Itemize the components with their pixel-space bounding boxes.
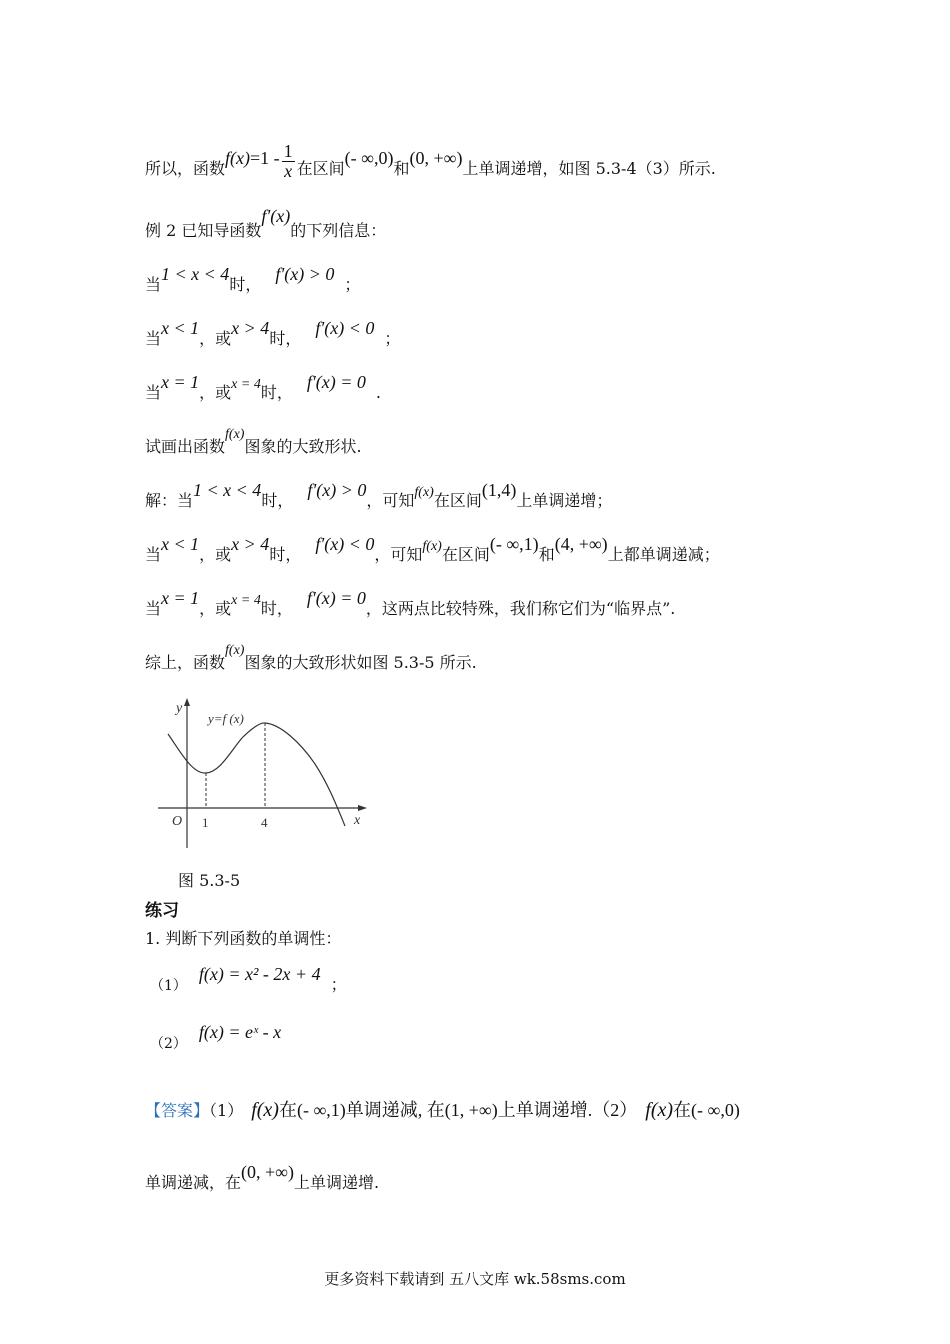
text: 时，	[260, 383, 293, 402]
text: 当	[145, 329, 162, 348]
practice-part-1	[150, 964, 347, 995]
text: .	[375, 383, 382, 402]
text: 时，	[269, 329, 302, 348]
text: 当	[145, 383, 162, 402]
curve-label: y=f (x)	[208, 711, 244, 726]
text: 综上，函数	[145, 653, 226, 672]
math: x = 4	[231, 377, 261, 392]
math: x > 4	[231, 534, 270, 554]
math: f′(x) > 0	[275, 264, 335, 284]
conclusion-line	[145, 141, 716, 189]
math-fx: f(x)	[225, 643, 245, 658]
task-line	[145, 427, 362, 457]
text: 时，	[269, 545, 302, 564]
math-fx: f(x)	[225, 427, 245, 442]
text: 和	[393, 158, 410, 178]
interval: (- ∞,0)	[344, 147, 394, 168]
origin-label: O	[172, 814, 183, 829]
text: 单调递减，在	[145, 1173, 242, 1192]
text: 在区间	[441, 545, 490, 564]
text: 在(- ∞,1)单调递减, 在(1, +∞)上单调递增.（2）	[278, 1100, 638, 1120]
text: 试画出函数	[145, 437, 226, 456]
solution-line-1	[145, 480, 613, 511]
text: ；	[384, 329, 401, 348]
text: 图象的大致形状.	[244, 437, 362, 456]
interval: (- ∞,1)	[489, 534, 539, 554]
math: f′(x) < 0	[315, 534, 375, 554]
math: x = 1	[161, 588, 200, 608]
math-eq: =1 -	[250, 147, 280, 168]
practice-part-2	[150, 1022, 282, 1053]
text: 在(- ∞,0)	[673, 1100, 740, 1120]
fraction	[282, 142, 295, 181]
math: f′(x) = 0	[306, 372, 366, 392]
interval: (0, +∞)	[409, 147, 463, 168]
practice-heading: 练习	[145, 901, 179, 921]
text: ，或	[199, 329, 232, 348]
practice-question-1: 1. 判断下列函数的单调性：	[145, 929, 342, 948]
math: f′(x) > 0	[307, 480, 367, 500]
text: ，或	[199, 545, 232, 564]
text: 在区间	[433, 491, 482, 510]
math-fx: f(x)	[225, 147, 250, 168]
text: 的下列信息：	[290, 221, 387, 240]
text: （1）	[209, 1101, 244, 1120]
text: 当	[145, 275, 162, 294]
condition-2	[145, 318, 401, 349]
page-footer: 更多资料下载请到 五八文库 wk.58sms.com	[324, 1270, 626, 1288]
text: 所以，函数	[145, 158, 226, 178]
math-fx: f(x)	[422, 539, 442, 554]
y-axis-label: y	[176, 701, 183, 716]
text: 在区间	[296, 158, 345, 178]
math-expression: f(x) = eˣ - x	[198, 1022, 282, 1042]
y-axis-arrow	[184, 698, 190, 706]
part-number: （2）	[150, 1036, 187, 1052]
x-axis-label: x	[354, 813, 361, 828]
text: 上单调递增，如图 5.3-4（3）所示.	[462, 158, 716, 178]
text: ，这两点比较特殊，我们称它们为“临界点”.	[365, 599, 676, 618]
part-number: （1）	[150, 978, 187, 994]
text: ，可知	[374, 545, 423, 564]
math-fprime: f′(x)	[261, 206, 291, 226]
math: f′(x) = 0	[306, 588, 366, 608]
math-fx: f(x)	[251, 1099, 279, 1121]
function-curve	[168, 723, 345, 826]
math: x > 4	[231, 318, 270, 338]
text: 例 2 已知导函数	[145, 221, 262, 240]
example2-title	[145, 206, 387, 241]
math: x = 1	[161, 372, 200, 392]
answer-line-2	[145, 1162, 380, 1193]
text: 时，	[229, 275, 262, 294]
condition-3	[145, 372, 382, 403]
figure-caption: 图 5.3-5	[178, 871, 241, 890]
text: ，可知	[366, 491, 415, 510]
math-fx: f(x)	[645, 1099, 674, 1121]
text: 当	[145, 545, 162, 564]
fraction-numerator: 1	[283, 141, 293, 161]
solution-line-2	[145, 534, 720, 565]
tick-label-1: 1	[202, 815, 209, 830]
math: x < 1	[161, 318, 200, 338]
x-axis-arrow	[358, 805, 367, 811]
text: 当	[145, 599, 162, 618]
math: 1 < x < 4	[193, 480, 262, 500]
function-graph-figure	[150, 696, 380, 856]
interval: (0, +∞)	[241, 1162, 294, 1182]
text: ，或	[199, 383, 232, 402]
math: x = 4	[231, 593, 261, 608]
math-expression: f(x) = x² - 2x + 4	[198, 964, 321, 984]
solution-line-3	[145, 588, 676, 619]
text: 图象的大致形状如图 5.3-5 所示.	[244, 653, 477, 672]
math: x < 1	[161, 534, 200, 554]
text: ；	[330, 975, 347, 994]
fraction-denominator: x	[284, 160, 293, 181]
interval: (4, +∞)	[554, 534, 608, 554]
text: 上单调递增；	[516, 491, 613, 510]
tick-label-4: 4	[261, 815, 268, 830]
text: 时，	[261, 491, 294, 510]
text: 上都单调递减；	[607, 545, 720, 564]
text: 上单调递增.	[294, 1173, 380, 1192]
text: 和	[538, 545, 555, 564]
math-fx: f(x)	[414, 485, 434, 500]
solution-line-4	[145, 643, 477, 673]
text: 时，	[260, 599, 293, 618]
text: 解：当	[145, 491, 194, 510]
math: 1 < x < 4	[161, 264, 230, 284]
math: f′(x) < 0	[315, 318, 375, 338]
interval: (1,4)	[481, 480, 517, 500]
answer-line-1	[145, 1096, 740, 1122]
text: ，或	[199, 599, 232, 618]
condition-1	[145, 264, 361, 295]
answer-tag: 【答案】	[145, 1101, 210, 1120]
text: ；	[344, 275, 361, 294]
